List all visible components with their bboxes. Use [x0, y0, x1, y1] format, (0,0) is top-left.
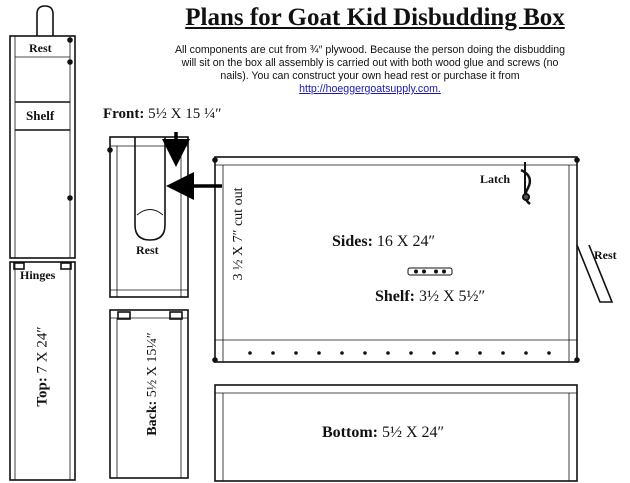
- back-name: Back:: [145, 400, 160, 436]
- shelf-name: Shelf:: [375, 288, 415, 305]
- screw-hole: [501, 351, 505, 355]
- rest-label-top-panel: Rest: [29, 41, 52, 55]
- screw-hole: [455, 351, 459, 355]
- bottom-name: Bottom:: [322, 424, 378, 441]
- intro-line-2: will sit on the box all assembly is carried out with both wood glue and screws (no: [181, 57, 559, 69]
- shelf-label-top-panel: Shelf: [26, 108, 55, 123]
- intro-text: [120, 44, 620, 96]
- top-name: Top:: [34, 377, 51, 407]
- front-dims: 5½ X 15 ¼″: [148, 106, 222, 122]
- screw-hole: [363, 351, 367, 355]
- screw-hole: [294, 351, 298, 355]
- front-name: Front:: [103, 106, 145, 122]
- screw-hole: [271, 351, 275, 355]
- sides-dims: 16 X 24″: [376, 233, 436, 250]
- sides-name: Sides:: [332, 233, 373, 250]
- rest-label-side: Rest: [594, 248, 617, 262]
- shelf-dimension-label: [375, 288, 485, 306]
- supplier-link[interactable]: http://hoeggergoatsupply.com.: [299, 83, 441, 95]
- intro-line-3: nails). You can construct your own head rest or purchase it from: [220, 70, 520, 82]
- rest-label-front: Rest: [136, 243, 159, 257]
- screw-hole: [478, 351, 482, 355]
- latch-label: Latch: [480, 172, 510, 186]
- front-dimension-label: [103, 106, 221, 123]
- screw-hole: [386, 351, 390, 355]
- shelf-cleat-marks: [408, 268, 452, 275]
- bottom-dims: 5½ X 24″: [381, 424, 445, 441]
- cutout-label: 3 ½ X 7″ cut out: [231, 187, 246, 281]
- intro-line-1: All components are cut from ¾″ plywood. Because the person doing the disbudding: [174, 44, 566, 56]
- side-panel-drawing: [213, 157, 612, 362]
- screw-hole: [432, 351, 436, 355]
- top-dims: 7 X 24″: [34, 326, 51, 374]
- back-dims: 5½ X 15¼″: [145, 332, 160, 398]
- screw-hole: [409, 351, 413, 355]
- screw-hole: [547, 351, 551, 355]
- screw-hole: [317, 351, 321, 355]
- back-dimension-label: [145, 309, 161, 459]
- top-dimension-label: [35, 292, 52, 442]
- screw-hole: [524, 351, 528, 355]
- hinges-label: Hinges: [20, 268, 56, 282]
- side-screw-holes: [248, 351, 551, 355]
- screw-hole: [340, 351, 344, 355]
- latch-icon: [521, 162, 530, 204]
- screw-hole: [248, 351, 252, 355]
- shelf-dims: 3½ X 5½″: [419, 288, 486, 305]
- sides-dimension-label: [332, 233, 435, 251]
- page-title: Plans for Goat Kid Disbudding Box: [185, 4, 565, 31]
- front-panel-drawing: [108, 137, 188, 297]
- bottom-dimension-label: [322, 424, 444, 442]
